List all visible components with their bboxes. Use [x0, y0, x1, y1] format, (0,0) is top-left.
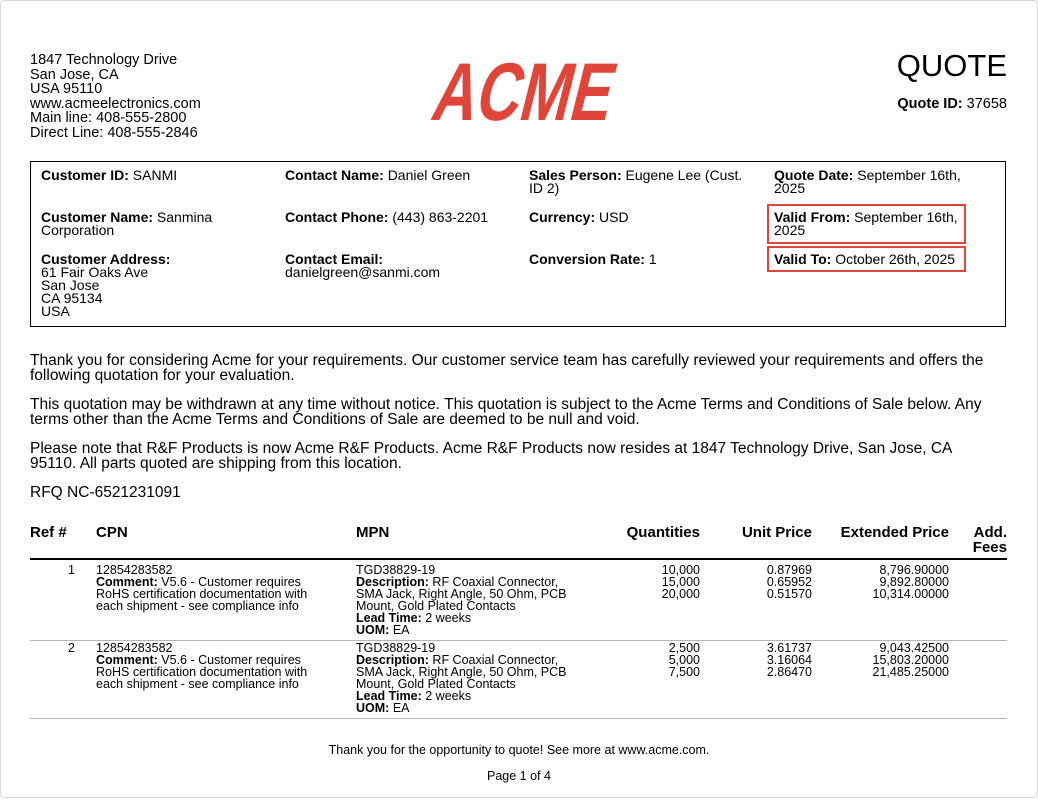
valid-from-value-2: 2025: [774, 222, 806, 238]
row-unit-prices: [713, 642, 812, 678]
lead-time-value: 2 weeks: [425, 689, 472, 703]
sales-person-label: Sales Person:: [529, 167, 622, 183]
row-mpn: [356, 642, 567, 714]
column-header-unit-price: Unit Price: [741, 524, 812, 541]
address-line: Main line: 408-555-2800: [30, 110, 187, 126]
description-label: Description:: [356, 575, 429, 589]
page-title: QUOTE: [896, 48, 1007, 83]
table-header-divider: [30, 558, 1007, 560]
unit-price-value: 3.16064: [766, 653, 812, 667]
sales-person-value-2: ID 2): [529, 180, 560, 196]
description-line: Mount, Gold Plated Contacts: [356, 599, 516, 613]
contact-email-label: Contact Email:: [285, 251, 384, 267]
column-header-add-fees: [961, 525, 1007, 555]
paragraph-line: Thank you for considering Acme for your requirements. Our customer service team has carefully reviewed your requirements and offers the: [30, 352, 984, 369]
quantity-value: 10,000: [661, 563, 700, 577]
comment-line: each shipment - see compliance info: [96, 677, 299, 691]
paragraph-line: This quotation may be withdrawn at any time without notice. This quotation is subject to the Acme Terms and Conditions of Sale below. Any: [30, 396, 982, 413]
column-header-add-fees-line: Fees: [972, 539, 1007, 556]
description-line: RF Coaxial Connector,: [432, 653, 559, 667]
row-extended-prices: [821, 564, 949, 600]
quote-date-value: September 16th,: [857, 167, 961, 183]
terms-paragraph: [30, 397, 1005, 427]
lead-time-value: 2 weeks: [425, 611, 472, 625]
column-header-add-fees-line: Add.: [973, 524, 1007, 541]
customer-name-label: Customer Name:: [41, 209, 154, 225]
address-line: San Jose, CA: [30, 66, 119, 83]
column-header-mpn: MPN: [356, 524, 390, 541]
quote-date-label: Quote Date:: [774, 167, 854, 183]
quantity-value: 2,500: [668, 641, 700, 655]
contact-email: [285, 253, 440, 279]
row-quantities: [601, 564, 700, 600]
comment-label: Comment:: [96, 653, 158, 667]
quote-id-value: 37658: [966, 96, 1007, 112]
description-line: RF Coaxial Connector,: [432, 575, 559, 589]
rfq-number: RFQ NC-6521231091: [30, 484, 181, 501]
uom-value: EA: [392, 623, 410, 637]
customer-address-line: San Jose: [41, 277, 100, 293]
column-header-ref: Ref #: [30, 524, 67, 541]
customer-address-line: 61 Fair Oaks Ave: [41, 264, 149, 280]
unit-price-value: 0.65952: [766, 575, 812, 589]
extended-price-value: 15,803.20000: [872, 653, 949, 667]
description-line: SMA Jack, Right Angle, 50 Ohm, PCB: [356, 587, 567, 601]
mpn-value: TGD38829-19: [356, 641, 436, 655]
comment-line: RoHS certification documentation with: [96, 665, 308, 679]
contact-phone-label: Contact Phone:: [285, 209, 389, 225]
cpn-value: 12854283582: [96, 641, 173, 655]
conversion-rate-value: 1: [648, 251, 657, 267]
customer-address-line: USA: [41, 303, 70, 319]
contact-phone-value: (443) 863-2201: [392, 209, 489, 225]
address-line: USA 95110: [30, 81, 103, 97]
cpn-value: 12854283582: [96, 563, 173, 577]
quote-info-box: [30, 161, 1006, 327]
column-header-cpn: CPN: [96, 524, 128, 541]
conversion-rate-label: Conversion Rate:: [529, 251, 645, 267]
customer-id-label: Customer ID:: [41, 167, 129, 183]
uom-label: UOM:: [356, 623, 390, 637]
customer-address-line: CA 95134: [41, 290, 103, 306]
paragraph-line: terms other than the Acme Terms and Conditions of Sale are deemed to be null and void.: [30, 411, 640, 428]
footer-thanks: Thank you for the opportunity to quote! See more at www.acme.com.: [328, 743, 710, 757]
unit-price-value: 3.61737: [766, 641, 812, 655]
currency-value: USD: [599, 209, 629, 225]
description-line: SMA Jack, Right Angle, 50 Ohm, PCB: [356, 665, 567, 679]
comment-line: V5.6 - Customer requires: [161, 575, 301, 589]
customer-name-value: Sanmina: [156, 209, 213, 225]
valid-to-label: Valid To:: [774, 251, 832, 267]
extended-price-value: 9,892.80000: [879, 575, 949, 589]
currency: [529, 211, 629, 224]
paragraph-line: following quotation for your evaluation.: [30, 367, 295, 384]
quantity-value: 15,000: [661, 575, 700, 589]
unit-price-value: 0.51570: [766, 587, 812, 601]
comment-line: each shipment - see compliance info: [96, 599, 299, 613]
mpn-value: TGD38829-19: [356, 563, 436, 577]
valid-to-value: October 26th, 2025: [835, 251, 956, 267]
valid-from: [774, 211, 958, 237]
row-quantities: [601, 642, 700, 678]
paragraph-line: Please note that R&F Products is now Acme R&F Products. Acme R&F Products now resides at 1847 Technology Drive, San Jose, CA: [30, 440, 953, 457]
contact-phone: [285, 211, 488, 224]
customer-address-label: Customer Address:: [41, 251, 171, 267]
paragraph-line: 95110. All parts quoted are shipping from this location.: [30, 455, 402, 472]
customer-name-value-2: Corporation: [41, 222, 115, 238]
column-header-extended-price: Extended Price: [840, 524, 949, 541]
quantity-value: 5,000: [668, 653, 700, 667]
row-ref: 2: [68, 641, 75, 655]
customer-address: [41, 253, 170, 318]
row-divider: [30, 718, 1007, 719]
unit-price-value: 0.87969: [766, 563, 812, 577]
lead-time-label: Lead Time:: [356, 689, 422, 703]
description-line: Mount, Gold Plated Contacts: [356, 677, 516, 691]
company-address: [30, 53, 201, 140]
valid-to: [774, 253, 955, 266]
quote-id-label: Quote ID:: [897, 96, 963, 112]
extended-price-value: 21,485.25000: [872, 665, 949, 679]
acme-logo: [423, 46, 689, 138]
valid-from-label: Valid From:: [774, 209, 851, 225]
quote-date-value-2: 2025: [774, 180, 806, 196]
uom-label: UOM:: [356, 701, 390, 715]
uom-value: EA: [392, 701, 410, 715]
logo-text: ACME: [424, 46, 689, 138]
address-line: 1847 Technology Drive: [30, 52, 178, 68]
address-line: www.acmeelectronics.com: [30, 95, 201, 112]
column-header-quantities: Quantities: [626, 524, 700, 541]
extended-price-value: 9,043.42500: [879, 641, 949, 655]
page-number: Page 1 of 4: [487, 769, 551, 783]
comment-line: V5.6 - Customer requires: [161, 653, 301, 667]
quantity-value: 7,500: [668, 665, 700, 679]
address-line: Direct Line: 408-555-2846: [30, 124, 198, 141]
row-cpn: [96, 564, 307, 612]
customer-id: [41, 169, 177, 182]
contact-name: [285, 169, 470, 182]
quantity-value: 20,000: [661, 587, 700, 601]
row-extended-prices: [821, 642, 949, 678]
customer-name: [41, 211, 212, 237]
contact-email-value: danielgreen@sanmi.com: [285, 264, 441, 280]
relocation-paragraph: [30, 441, 1005, 471]
row-ref: 1: [68, 563, 75, 577]
quote-date: [774, 169, 961, 195]
extended-price-value: 10,314.00000: [872, 587, 949, 601]
sales-person: [529, 169, 742, 195]
customer-id-value: SANMI: [132, 167, 178, 183]
quote-id: [897, 96, 1007, 112]
lead-time-label: Lead Time:: [356, 611, 422, 625]
row-cpn: [96, 642, 307, 690]
intro-paragraph: [30, 353, 1005, 383]
contact-name-label: Contact Name:: [285, 167, 384, 183]
currency-label: Currency:: [529, 209, 596, 225]
comment-line: RoHS certification documentation with: [96, 587, 308, 601]
unit-price-value: 2.86470: [766, 665, 812, 679]
valid-from-value: September 16th,: [854, 209, 958, 225]
description-label: Description:: [356, 653, 429, 667]
contact-name-value: Daniel Green: [387, 167, 471, 183]
sales-person-value: Eugene Lee (Cust.: [625, 167, 743, 183]
comment-label: Comment:: [96, 575, 158, 589]
extended-price-value: 8,796.90000: [879, 563, 949, 577]
row-unit-prices: [713, 564, 812, 600]
row-mpn: [356, 564, 567, 636]
conversion-rate: [529, 253, 657, 266]
row-divider: [30, 640, 1007, 641]
